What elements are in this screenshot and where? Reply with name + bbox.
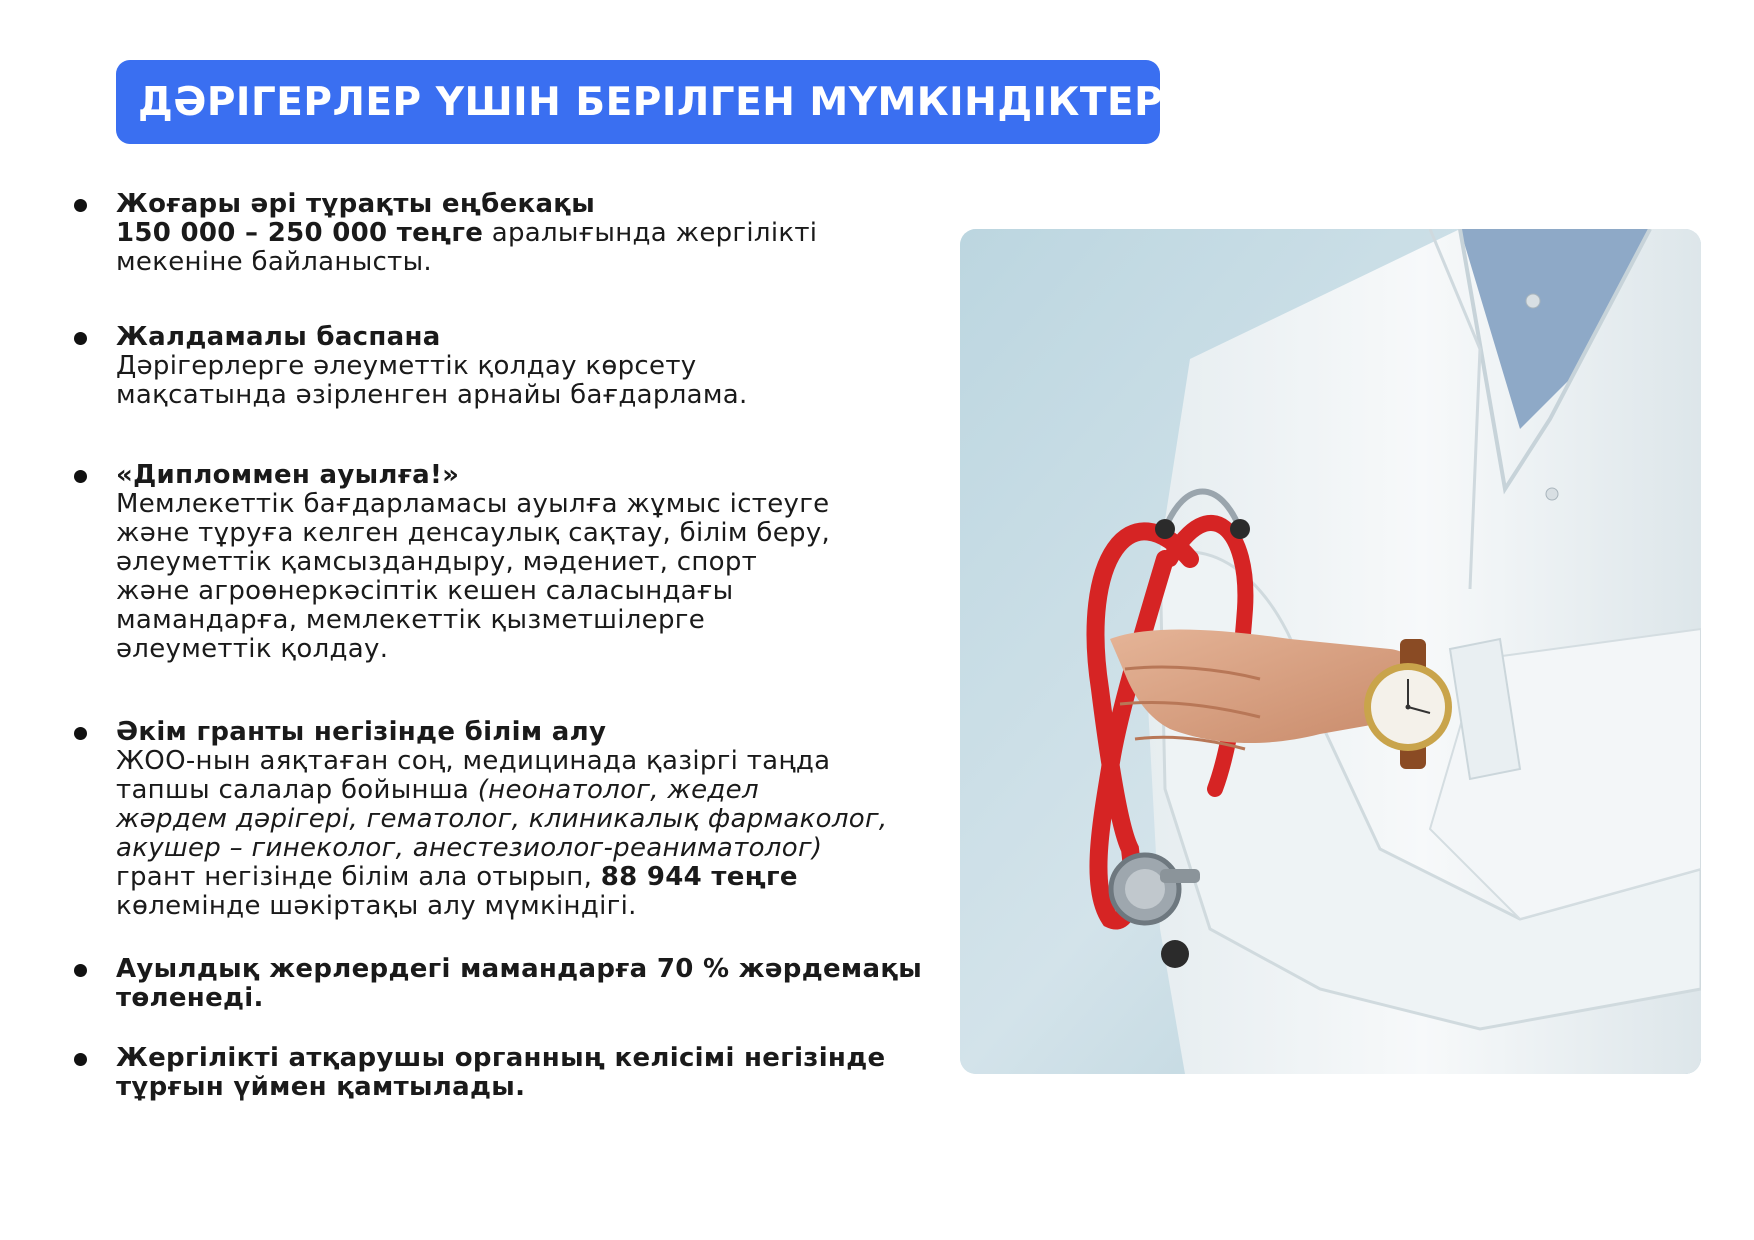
benefit-text-segment: көлемінде шәкіртақы алу мүмкіндігі. [116,891,637,921]
benefit-line [116,577,936,606]
benefit-line [116,635,936,664]
benefit-text [116,1044,936,1102]
benefit-text-segment: Дәрігерлерге әлеуметтік қолдау көрсету [116,351,697,381]
doctor-photo [960,229,1701,1074]
benefit-line [116,519,936,548]
benefit-text-segment: «Дипломмен ауылға!» [116,460,460,490]
benefit-line [116,1073,936,1102]
benefit-text-segment: және агроөнеркәсіптік кешен саласындағы [116,576,734,606]
benefit-text [116,718,936,921]
benefit-text-segment: Жергілікті атқарушы органның келісімі негізінде [116,1043,886,1073]
benefit-line [116,323,936,352]
benefit-text-segment: төленеді. [116,983,264,1013]
benefit-text-segment: әлеуметтік қолдау. [116,634,389,664]
benefit-text-segment: әлеуметтік қамсыздандыру, мәдениет, спорт [116,547,758,577]
bullet-icon [74,727,87,740]
benefit-text [116,461,936,664]
benefit-item-housing [116,323,936,410]
benefit-text-segment: 150 000 – 250 000 теңге [116,218,484,248]
benefit-text [116,190,936,277]
benefit-line [116,219,936,248]
benefit-text [116,323,936,410]
benefit-text-segment: ЖОО-нын аяқтаған соң, медицинада қазіргі таңда [116,746,831,776]
benefit-text-segment: акушер – гинеколог, анестезиолог-реаниматолог) [116,833,823,863]
benefit-line [116,776,936,805]
benefit-item-akim-grant [116,718,936,921]
benefit-text-segment: мамандарға, мемлекеттік қызметшілерге [116,605,706,635]
benefit-text-segment: Ауылдық жерлердегі мамандарға 70 % жәрдемақы [116,954,923,984]
bullet-icon [74,470,87,483]
benefit-text-segment: грант негізінде білім ала отырып, [116,862,601,892]
bullet-icon [74,199,87,212]
benefit-line [116,606,936,635]
benefit-line [116,461,936,490]
benefit-line [116,747,936,776]
benefit-line [116,1044,936,1073]
benefit-line [116,490,936,519]
benefit-text-segment: мекеніне байланысты. [116,247,432,277]
benefit-line [116,190,936,219]
benefit-text-segment: тапшы салалар бойынша [116,775,478,805]
benefit-item-diploma-program [116,461,936,664]
benefit-item-salary [116,190,936,277]
benefit-text-segment: және тұруға келген денсаулық сақтау, білім беру, [116,518,831,548]
benefit-text-segment: Жалдамалы баспана [116,322,441,352]
benefit-line [116,548,936,577]
benefit-line [116,381,936,410]
benefit-item-residential-housing [116,1044,936,1102]
page-title: ДӘРІГЕРЛЕР ҮШІН БЕРІЛГЕН МҮМКІНДІКТЕР [138,79,1164,125]
bullet-icon [74,332,87,345]
benefit-line [116,984,936,1013]
benefit-text-segment: аралығында жергілікті [483,218,818,248]
benefit-item-rural-allowance [116,955,936,1013]
benefit-text-segment: (неонатолог, жедел [477,775,759,805]
benefit-line [116,352,936,381]
benefit-line [116,805,936,834]
benefit-text-segment: Әкім гранты негізінде білім алу [116,717,607,747]
benefit-text-segment: Жоғары әрі тұрақты еңбекақы [116,189,596,219]
benefit-line [116,863,936,892]
benefit-text-segment: 88 944 теңге [600,862,798,892]
benefit-text-segment: жәрдем дәрігері, гематолог, клиникалық фармаколог, [116,804,888,834]
benefit-text-segment: тұрғын үймен қамтылады. [116,1072,526,1102]
benefit-line [116,718,936,747]
benefit-line [116,248,936,277]
bullet-icon [74,964,87,977]
benefit-line [116,892,936,921]
benefit-text-segment: мақсатында әзірленген арнайы бағдарлама. [116,380,748,410]
bullet-icon [74,1053,87,1066]
benefit-text-segment: Мемлекеттік бағдарламасы ауылға жұмыс істеуге [116,489,830,519]
benefit-text [116,955,936,1013]
benefit-line [116,955,936,984]
benefit-line [116,834,936,863]
